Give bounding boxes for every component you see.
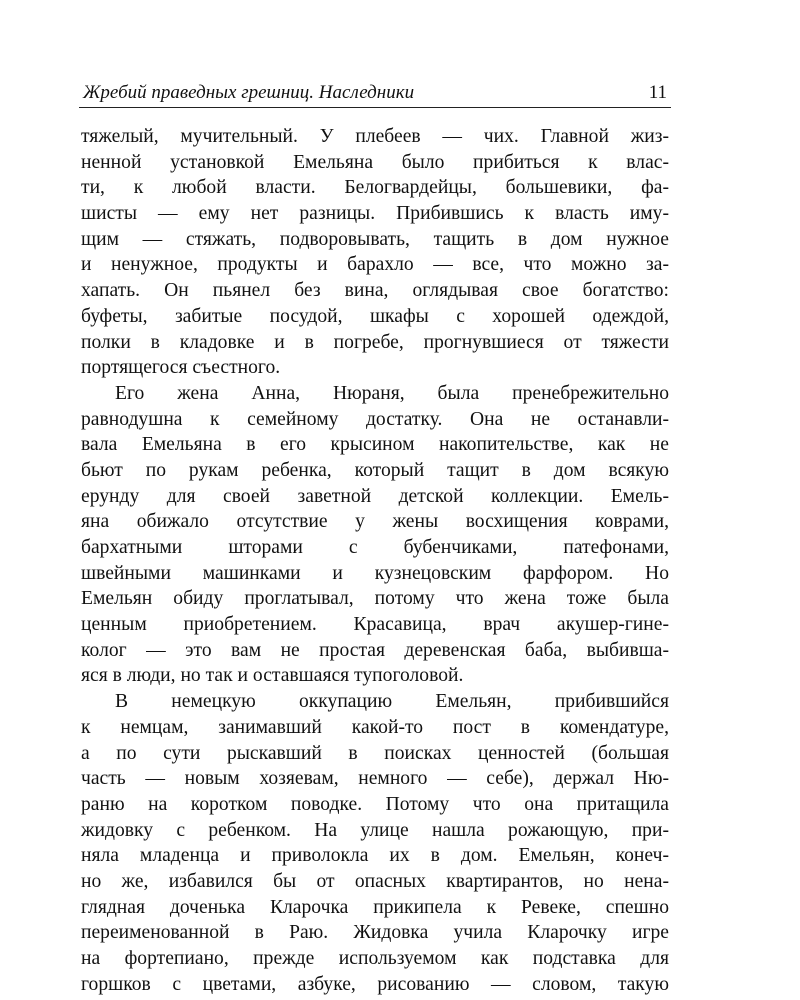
text-line: ти, к любой власти. Белогвардейцы, большевики, фа- xyxy=(81,177,669,199)
text-line: к немцам, занимавший какой-то пост в комендатуре, xyxy=(81,716,669,738)
text-line: ерунду для своей заветной детской коллекции. Емель- xyxy=(81,485,669,507)
text-line: щим — стяжать, подворовывать, тащить в дом нужное xyxy=(81,228,669,250)
text-line: ценным приобретением. Красавица, врач акушер-гине- xyxy=(81,614,669,636)
text-line: и ненужное, продукты и барахло — все, что можно за- xyxy=(81,254,669,276)
text-line: а по сути рыскавший в поисках ценностей (большая xyxy=(81,742,669,764)
text-line: хапать. Он пьянел без вина, оглядывая свое богатство: xyxy=(81,280,669,302)
text-line: няла младенца и приволокла их в дом. Емельян, конеч- xyxy=(81,845,669,867)
text-line: глядная доченька Кларочка прикипела к Ревеке, спешно xyxy=(81,896,669,918)
body-text xyxy=(81,124,669,997)
header-rule xyxy=(79,107,671,108)
text-line: буфеты, забитые посудой, шкафы с хорошей одеждой, xyxy=(81,305,669,327)
text-line: горшков с цветами, азбуке, рисованию — словом, такую xyxy=(81,973,669,995)
text-line: жидовку с ребенком. На улице нашла рожающую, при- xyxy=(81,819,669,841)
text-line: портящегося съестного. xyxy=(81,357,281,379)
text-line: полки в кладовке и в погребе, прогнувшиеся от тяжести xyxy=(81,331,669,353)
text-line: швейными машинками и кузнецовским фарфором. Но xyxy=(81,562,669,584)
text-line: бархатными шторами с бубенчиками, патефонами, xyxy=(81,537,669,558)
running-head xyxy=(79,82,671,104)
text-line: колог — это вам не простая деревенская баба, выбивша- xyxy=(81,639,669,661)
running-title: Жребий праведных грешниц. Наследники xyxy=(83,82,415,103)
text-line: переименованной в Раю. Жидовка учила Кларочку игре xyxy=(81,922,669,944)
text-line: равнодушна к семейному достатку. Она не останавли- xyxy=(81,408,669,430)
text-line: яся в люди, но так и оставшаяся тупоголовой. xyxy=(81,665,464,687)
text-line: вала Емельяна в его крысином накопительстве, как не xyxy=(81,434,669,456)
text-line: на фортепиано, прежде используемом как подставка для xyxy=(81,948,669,969)
text-line: Его жена Анна, Нюраня, была пренебрежительно xyxy=(115,382,669,404)
text-line: шисты — ему нет разницы. Прибившись к власть иму- xyxy=(81,203,669,225)
text-line: часть — новым хозяевам, немного — себе), держал Ню- xyxy=(81,768,669,790)
text-line: бьют по рукам ребенка, который тащит в дом всякую xyxy=(81,459,669,481)
text-line: раню на коротком поводке. Потому что она притащила xyxy=(81,793,669,815)
page-number: 11 xyxy=(648,82,667,103)
text-line: но же, избавился бы от опасных квартирантов, но нена- xyxy=(81,870,669,892)
text-line: яна обижало отсутствие у жены восхищения коврами, xyxy=(81,511,669,533)
text-line: Емельян обиду проглатывал, потому что жена тоже была xyxy=(81,588,669,610)
text-line: тяжелый, мучительный. У плебеев — чих. Главной жиз- xyxy=(81,126,669,147)
text-line: В немецкую оккупацию Емельян, прибившийся xyxy=(115,691,669,713)
text-line: ненной установкой Емельяна было прибиться к влас- xyxy=(81,151,669,173)
